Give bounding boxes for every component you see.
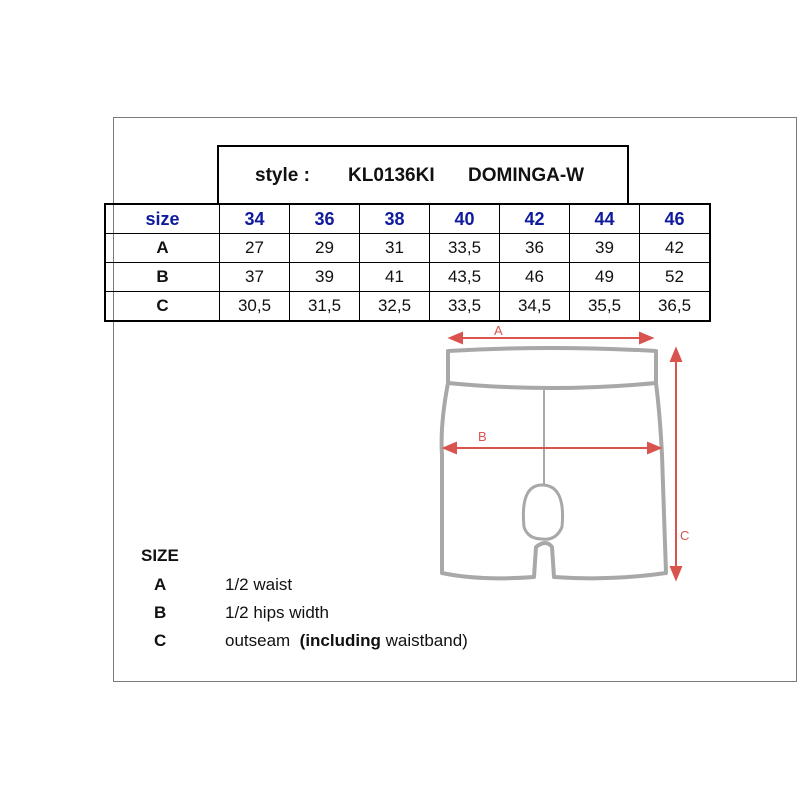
row-label: B xyxy=(105,263,220,292)
arrow-right-icon xyxy=(648,443,660,453)
table-cell: 32,5 xyxy=(360,292,430,322)
table-cell: 37 xyxy=(220,263,290,292)
arrow-right-icon xyxy=(640,333,652,343)
legend-desc: 1/2 hips width xyxy=(225,603,329,622)
size-cell: 34 xyxy=(220,204,290,234)
table-cell: 31,5 xyxy=(290,292,360,322)
shorts-body xyxy=(442,348,666,578)
shorts-diagram xyxy=(420,315,700,595)
size-header-row xyxy=(105,204,710,234)
style-label: style : xyxy=(255,165,310,186)
size-cell: 46 xyxy=(640,204,711,234)
table-cell: 29 xyxy=(290,234,360,263)
measure-b-label: B xyxy=(478,429,487,444)
table-row xyxy=(105,263,710,292)
size-header-label: size xyxy=(105,204,220,234)
table-cell: 49 xyxy=(570,263,640,292)
table-cell: 33,5 xyxy=(430,292,500,322)
legend-key: A xyxy=(154,575,167,594)
legend-desc: 1/2 waist xyxy=(225,575,293,594)
table-cell: 41 xyxy=(360,263,430,292)
arrow-down-icon xyxy=(671,567,681,579)
table-cell: 39 xyxy=(570,234,640,263)
measure-c-label: C xyxy=(680,528,690,543)
table-cell: 39 xyxy=(290,263,360,292)
legend-key: C xyxy=(154,631,167,650)
table-cell: 35,5 xyxy=(570,292,640,322)
table-cell: 43,5 xyxy=(430,263,500,292)
size-table xyxy=(104,203,711,322)
table-cell: 33,5 xyxy=(430,234,500,263)
table-cell: 36 xyxy=(500,234,570,263)
row-label: C xyxy=(105,292,220,322)
legend-desc xyxy=(225,631,468,651)
legend-title: SIZE xyxy=(141,546,179,565)
table-cell: 52 xyxy=(640,263,711,292)
size-cell: 44 xyxy=(570,204,640,234)
size-cell: 42 xyxy=(500,204,570,234)
legend-desc-tail: waistband) xyxy=(385,631,468,650)
crotch-seam xyxy=(523,485,562,539)
table-cell: 27 xyxy=(220,234,290,263)
table-cell: 31 xyxy=(360,234,430,263)
arrow-left-icon xyxy=(444,443,456,453)
table-cell: 42 xyxy=(640,234,711,263)
waistband-seam xyxy=(448,383,656,388)
table-cell: 36,5 xyxy=(640,292,711,322)
table-cell: 30,5 xyxy=(220,292,290,322)
arrow-left-icon xyxy=(450,333,462,343)
row-label: A xyxy=(105,234,220,263)
arrow-up-icon xyxy=(671,349,681,361)
style-header xyxy=(217,145,629,203)
table-cell: 46 xyxy=(500,263,570,292)
table-row xyxy=(105,234,710,263)
legend-key: B xyxy=(154,603,167,622)
measurement-lines xyxy=(444,333,681,579)
size-cell: 36 xyxy=(290,204,360,234)
size-cell: 40 xyxy=(430,204,500,234)
legend-desc-bold: (including xyxy=(299,631,381,650)
measure-a-label: A xyxy=(494,323,503,338)
size-cell: 38 xyxy=(360,204,430,234)
shorts-outline xyxy=(442,348,666,578)
legend-desc-plain: outseam xyxy=(225,631,291,650)
style-code: KL0136KI xyxy=(348,165,435,186)
table-cell: 34,5 xyxy=(500,292,570,322)
style-name: DOMINGA-W xyxy=(468,165,585,186)
